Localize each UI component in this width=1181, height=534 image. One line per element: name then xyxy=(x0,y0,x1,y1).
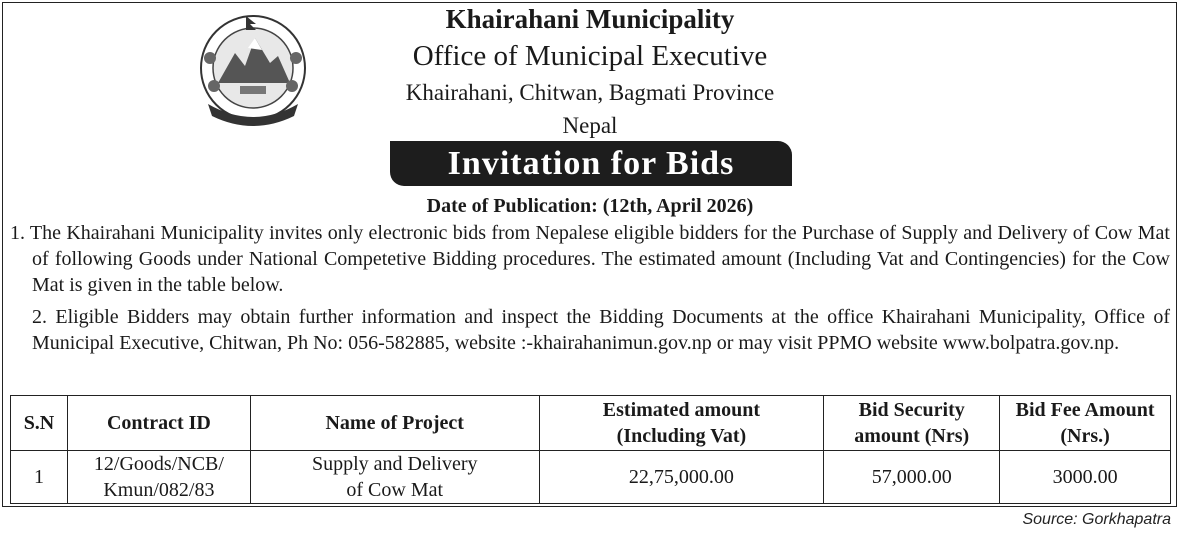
country-name: Nepal xyxy=(562,113,618,138)
paragraph-1: 1. The Khairahani Municipality invites only electronic bids from Nepalese eligible bidders for the Purchase of Supply and Delivery of Cow Mat of following Goods under National Competetive Bidding procedures. The estimated amount (Including Vat and Contingencies) for the Cow Mat is given in the table below. xyxy=(10,222,1170,296)
header-fee-line2: (Nrs.) xyxy=(1060,425,1110,447)
project-line1: Supply and Delivery xyxy=(311,453,478,475)
header-contract-id: Contract ID xyxy=(67,396,250,451)
header-project: Name of Project xyxy=(250,396,539,451)
cell-fee: 3000.00 xyxy=(1000,451,1171,504)
office-name: Office of Municipal Executive xyxy=(412,40,768,72)
header-estimate xyxy=(539,396,824,451)
cell-project xyxy=(250,451,539,504)
table-header-row xyxy=(11,396,1171,451)
bids-table xyxy=(10,395,1171,504)
header-estimate-line2: (Including Vat) xyxy=(616,425,747,447)
nepal-emblem-logo xyxy=(190,8,316,130)
publication-date: Date of Publication: (12th, April 2026) xyxy=(426,195,754,217)
municipality-name: Khairahani Municipality xyxy=(445,4,735,34)
header-security-line2: amount (Nrs) xyxy=(854,425,970,447)
header-sn: S.N xyxy=(11,396,68,451)
contract-id-line1: 12/Goods/NCB/ xyxy=(93,453,224,475)
header-security xyxy=(824,396,1000,451)
cell-sn: 1 xyxy=(11,451,68,504)
cell-security: 57,000.00 xyxy=(824,451,1000,504)
invitation-banner: Invitation for Bids xyxy=(390,141,792,186)
header-security-line1: Bid Security xyxy=(858,399,965,421)
header-fee xyxy=(1000,396,1171,451)
cell-contract-id xyxy=(67,451,250,504)
source-credit: Source: Gorkhapatra xyxy=(1022,511,1171,528)
project-line2: of Cow Mat xyxy=(346,479,444,501)
paragraph-2: 2. Eligible Bidders may obtain further information and inspect the Bidding Documents at the office Khairahani Municipality, Office of Municipal Executive, Chitwan, Ph No: 056-582885, website :-khairahanimun.gov.np or may visit PPMO website www.bolpatra.gov.np. xyxy=(32,306,1170,354)
table-row xyxy=(11,451,1171,504)
cell-estimate: 22,75,000.00 xyxy=(539,451,824,504)
header-fee-line1: Bid Fee Amount xyxy=(1015,399,1155,421)
contract-id-line2: Kmun/082/83 xyxy=(103,479,215,501)
office-address: Khairahani, Chitwan, Bagmati Province xyxy=(405,80,775,105)
header-estimate-line1: Estimated amount xyxy=(602,399,761,421)
